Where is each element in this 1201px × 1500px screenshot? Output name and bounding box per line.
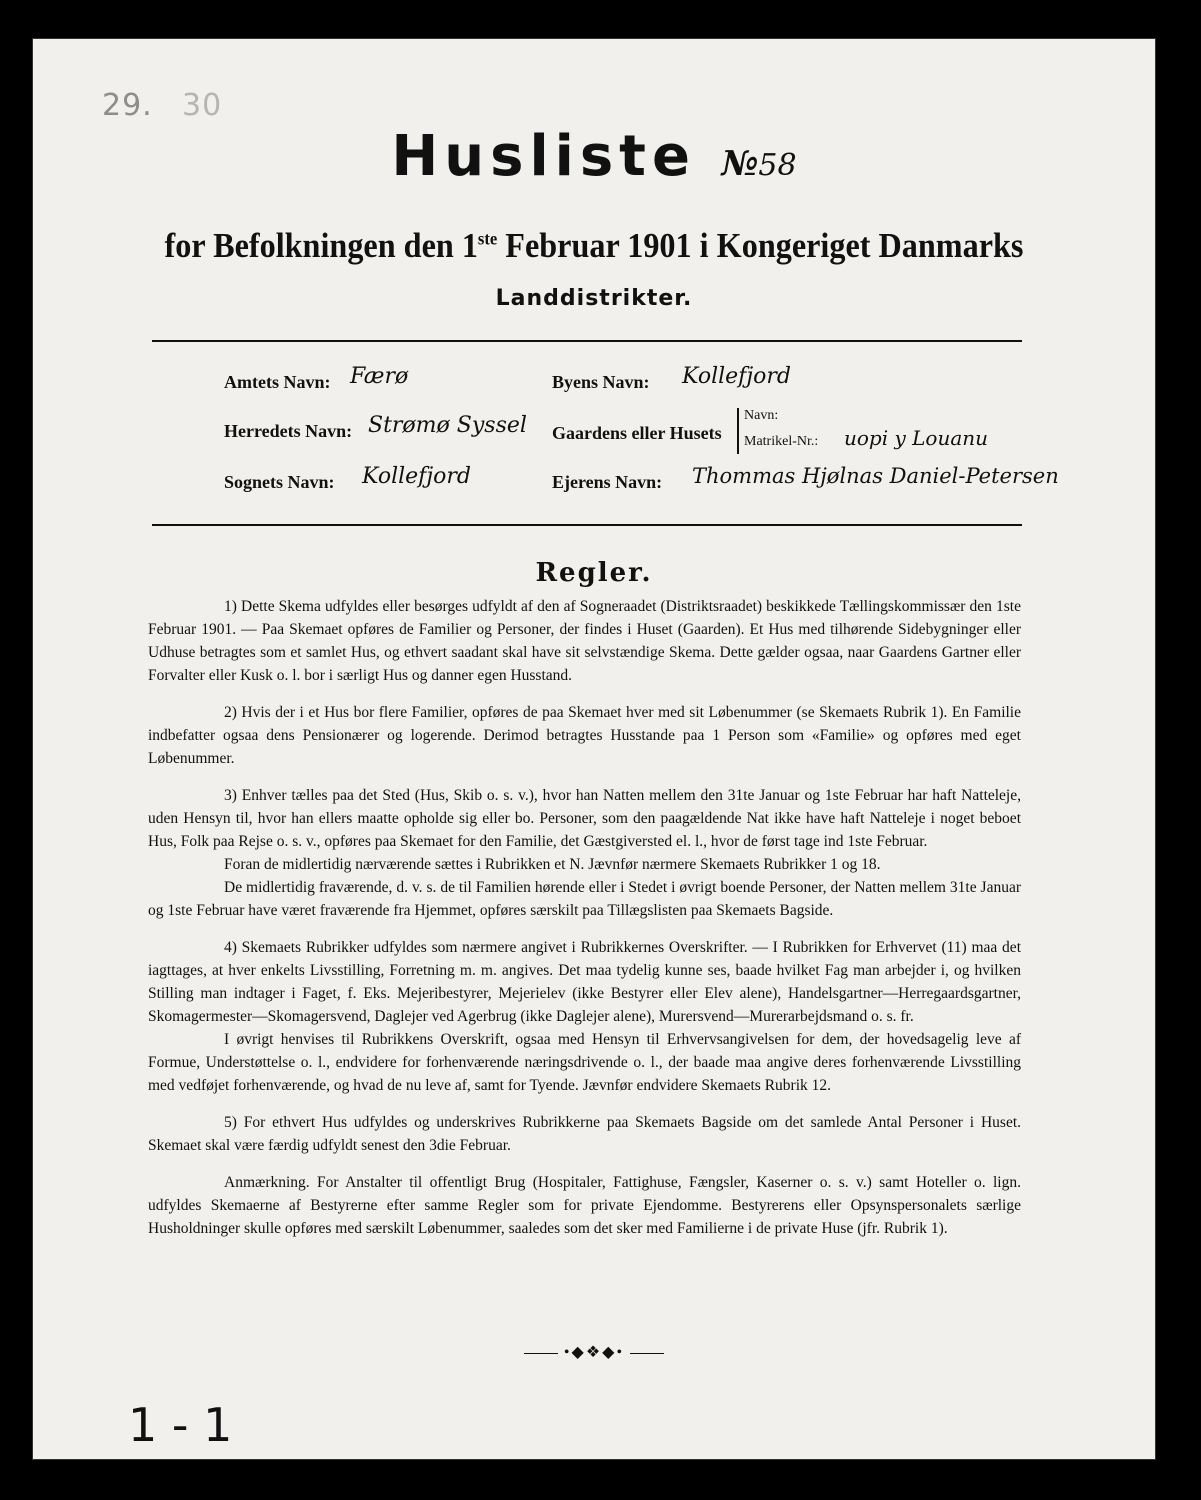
byens-value: Kollefjord bbox=[682, 364, 791, 389]
navn-label: Navn: bbox=[744, 408, 779, 423]
ornament-divider bbox=[32, 1342, 1156, 1362]
herredets-value: Strømø Syssel bbox=[368, 413, 527, 438]
number-label: № bbox=[721, 144, 759, 184]
district-heading: Landdistrikter. bbox=[495, 286, 693, 311]
bracket bbox=[737, 408, 739, 454]
ejerens-value: Thommas Hjølnas Daniel-Petersen bbox=[692, 464, 1059, 488]
matrikel-value: uopi y Louanu bbox=[844, 426, 989, 450]
herredets-label: Herredets Navn: bbox=[224, 421, 353, 441]
rule-3-note-b: De midlertidig fraværende, d. v. s. de til Familien hørende eller i Stedet i øvrigt boende Personer, der Natten mellem 31te Januar og 1ste Februar have været fraværende fra Hjemmet, opføres særskilt paa Tillægslisten paa Skemaets Bagside. bbox=[148, 879, 1021, 919]
remark: Anmærkning. For Anstalter til offentligt Brug (Hospitaler, Fattighuse, Fængsler, Kaserner o. s. v.) samt Hoteller o. lign. udfyldes Skemaerne af Bestyrerne efter samme Regler som for private Ejendomme. Bestyrerens eller Opsynspersonalets særlige Husholdninger skulle opføres med særskilt Løbenummer, saaledes som det sker med Familierne i de private Huse (jfr. Rubrik 1). bbox=[148, 1174, 1021, 1237]
rule-2: 2) Hvis der i et Hus bor flere Familier, opføres de paa Skemaet hver med sit Løbenummer (se Skemaets Rubrik 1). En Familie indbefatter ogsaa dens Pensionærer og logerende. Derimod betragtes Husstande paa 1 Person som «Familie» og opføres med eget Løbenummer. bbox=[148, 704, 1021, 767]
rule-3-note-a: Foran de midlertidig nærværende sættes i Rubrikken et N. Jævnfør nærmere Skemaets Rubrikker 1 og 18. bbox=[224, 856, 881, 873]
rule-4-note: I øvrigt henvises til Rubrikkens Overskrift, ogsaa med Hensyn til Erhvervsangivelsen for dem, der hovedsagelig leve af Formue, Understøttelse o. l., endvidere for forhenværende næringsdrivende o. l., der baade maa angive deres forhenværende Livsstilling med vedføjet forhenværende, og hvad de nu leve af, samt for Tyende. Jævnfør endvidere Skemaets Rubrik 12. bbox=[148, 1031, 1021, 1094]
byens-label: Byens Navn: bbox=[552, 372, 650, 392]
rules-body bbox=[148, 595, 1021, 1254]
number-value: 58 bbox=[758, 148, 797, 183]
title-text: Husliste bbox=[391, 124, 696, 189]
ornament-line-right bbox=[630, 1353, 664, 1354]
rule-4: 4) Skemaets Rubrikker udfyldes som nærmere angivet i Rubrikkernes Overskrifter. — I Rubrikken for Erhvervet (11) maa det iagttages, at hver enkelts Livsstilling, Forretning m. m. angives. Det maa tydelig kunne ses, baade hvilket Fag man arbejder i, og hvilken Stilling man indtager i Faget, f. Eks. Mejeribestyrer, Mejerielev (ikke Bestyrer eller Elev alene), Handelsgartner—Herregaardsgartner, Skomagermester—Skomagersvend, Daglejer ved Agerbrug (ikke Daglejer alene), Murersvend—Murerarbejdsmand o. s. fr. bbox=[148, 939, 1021, 1025]
top-divider bbox=[152, 340, 1022, 342]
subtitle-part-1: for Befolkningen den 1 bbox=[164, 226, 478, 265]
amtets-value: Færø bbox=[350, 364, 409, 389]
ejerens-label: Ejerens Navn: bbox=[552, 472, 663, 492]
pencil-mark-right: 30 bbox=[182, 88, 223, 123]
rule-1: 1) Dette Skema udfyldes eller besørges udfyldt af den af Sogneraadet (Distriktsraadet) beskikkede Tællingskommissær den 1ste Februar 1901. — Paa Skemaet opføres de Familier og Personer, der findes i Huset (Gaarden). Et Hus med tilhørende Sidebygninger eller Udhuse betragtes som et samlet Hus, og ethvert saadant skal have sit selvstændige Skema. Dette gælder ogsaa, naar Gaardens Gartner eller Forvalter eller Kusk o. l. bor i særligt Hus og danner egen Husstand. bbox=[148, 598, 1021, 684]
pencil-mark-left: 29. bbox=[102, 88, 153, 123]
form-title bbox=[32, 124, 1156, 189]
ornament-line-left bbox=[524, 1353, 558, 1354]
rule-3: 3) Enhver tælles paa det Sted (Hus, Skib o. s. v.), hvor han Natten mellem den 31te Januar og 1ste Februar har haft Natteleje, uden Hensyn til, hvor han ellers maatte opholde sig eller bo. Personer, som den paagældende Nat ikke have haft Natteleje i noget beboet Hus, Folk paa Rejse o. s. v., opføres paa Skemaet for den Familie, det Gæstgiversted el. l., hvor de først tage ind 1ste Februar. bbox=[148, 787, 1021, 850]
sognets-label: Sognets Navn: bbox=[224, 472, 335, 492]
subtitle-part-2: Februar 1901 i Kongeriget Danmarks bbox=[497, 226, 1024, 265]
form-subtitle bbox=[77, 226, 1111, 266]
handwritten-corner-mark: 1 - 1 bbox=[128, 1398, 233, 1452]
amtets-label: Amtets Navn: bbox=[224, 372, 331, 392]
ornament-glyph: •◆❖◆• bbox=[563, 1344, 625, 1361]
rules-heading: Regler. bbox=[535, 558, 653, 588]
rule-5: 5) For ethvert Hus udfyldes og underskrives Rubrikkerne paa Skemaets Bagside om det samlede Antal Personer i Huset. Skemaet skal være færdig udfyldt senest den 3die Februar. bbox=[148, 1114, 1021, 1154]
bottom-divider bbox=[152, 524, 1022, 526]
subtitle-superscript: ste bbox=[477, 228, 498, 249]
census-form-page bbox=[32, 38, 1156, 1460]
gaardens-label: Gaardens eller Husets bbox=[552, 423, 722, 443]
matrikel-label: Matrikel-Nr.: bbox=[744, 434, 819, 449]
sognets-value: Kollefjord bbox=[362, 464, 471, 489]
